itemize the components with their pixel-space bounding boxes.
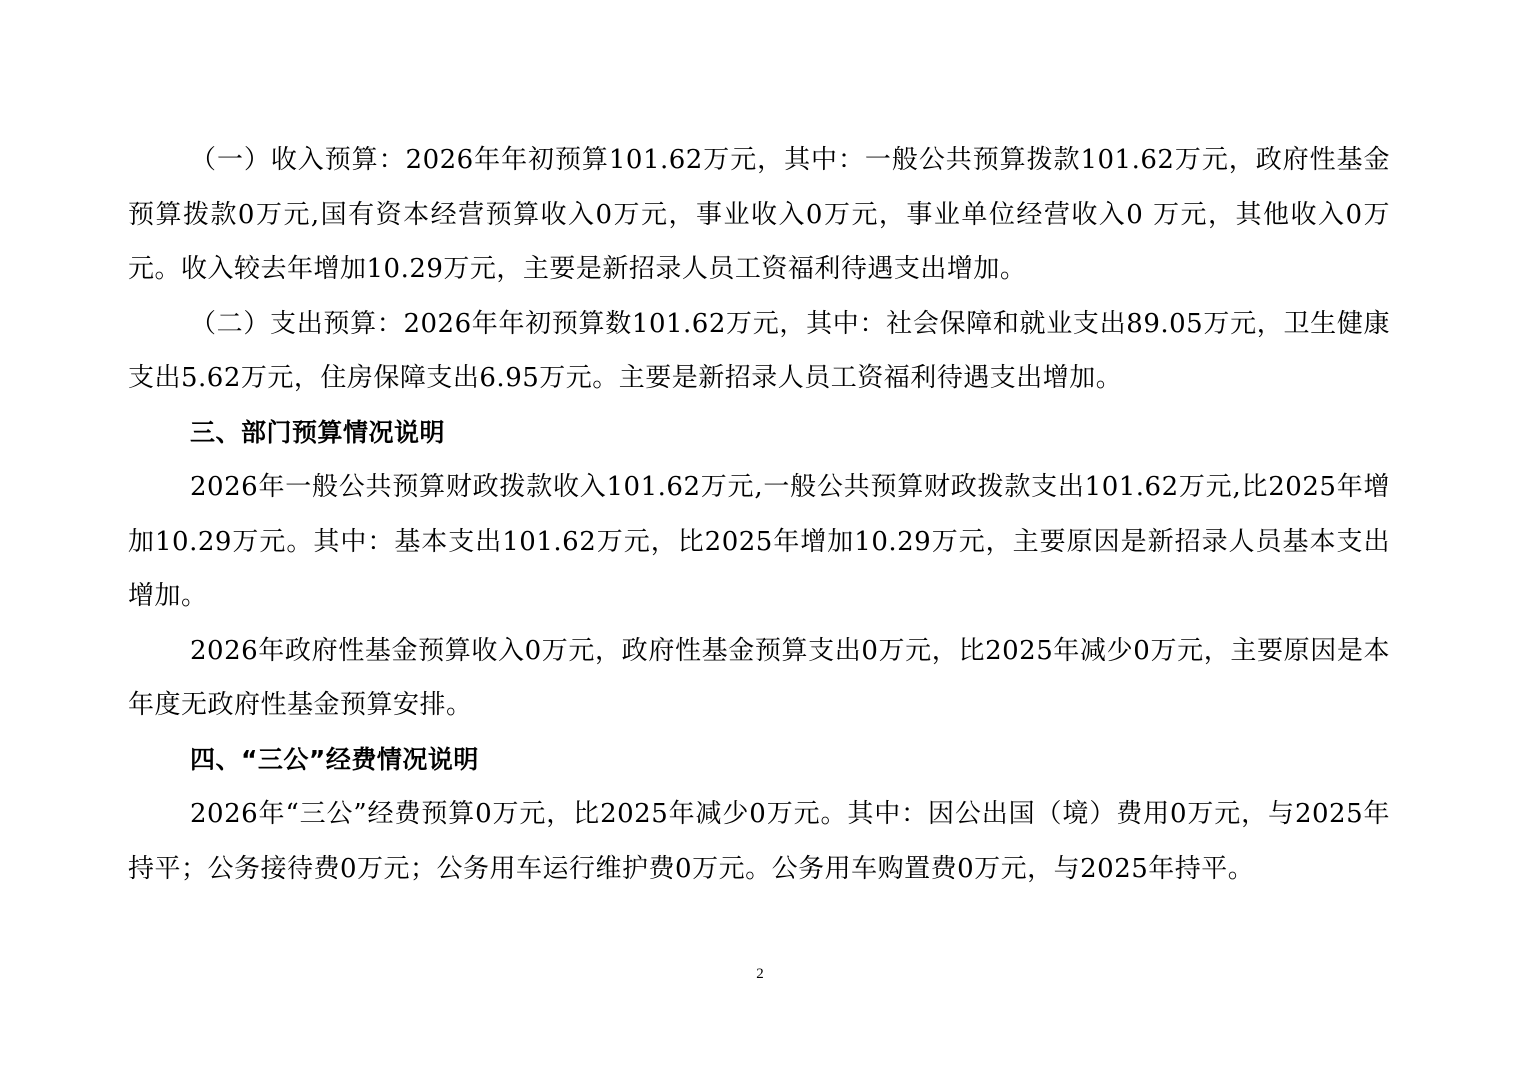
document-body (128, 133, 1390, 896)
paragraph-income-budget: （一）收入预算：2026年年初预算101.62万元，其中：一般公共预算拨款101.62万元，政府性基金预算拨款0万元,国有资本经营预算收入0万元，事业收入0万元，事业单位经营收入0 万元，其他收入0万元。收入较去年增加10.29万元，主要是新招录人员工资福利待遇支出增加。 (128, 145, 1390, 284)
paragraph-general-public-budget: 2026年一般公共预算财政拨款收入101.62万元,一般公共预算财政拨款支出101.62万元,比2025年增加10.29万元。其中：基本支出101.62万元，比2025年增加10.29万元，主要原因是新招录人员基本支出增加。 (128, 472, 1390, 611)
paragraph-expenditure-budget: （二）支出预算：2026年年初预算数101.62万元，其中：社会保障和就业支出89.05万元，卫生健康支出5.62万元，住房保障支出6.95万元。主要是新招录人员工资福利待遇支出增加。 (128, 308, 1390, 393)
section-heading-department-budget: 三、部门预算情况说明 (190, 417, 446, 447)
page-number: 2 (756, 966, 764, 982)
paragraph-government-fund-budget: 2026年政府性基金预算收入0万元，政府性基金预算支出0万元，比2025年减少0万元，主要原因是本年度无政府性基金预算安排。 (128, 635, 1390, 720)
section-heading-three-public-expenses: 四、“三公”经费情况说明 (190, 744, 479, 774)
paragraph-three-public-expenses: 2026年“三公”经费预算0万元，比2025年减少0万元。其中：因公出国（境）费用0万元，与2025年持平；公务接待费0万元；公务用车运行维护费0万元。公务用车购置费0万元，与2025年持平。 (128, 799, 1390, 884)
